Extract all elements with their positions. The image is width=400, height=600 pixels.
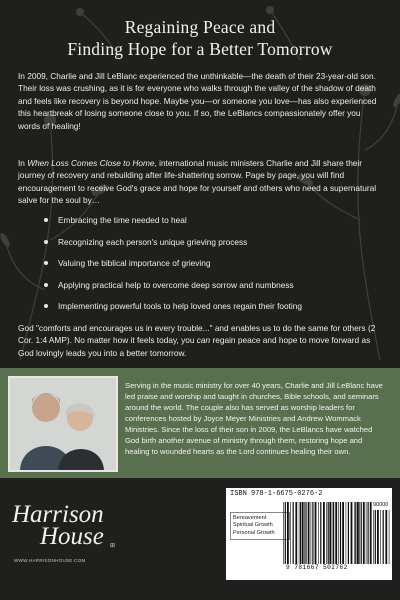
list-item: Embracing the time needed to heal xyxy=(58,215,378,237)
price-barcode-icon xyxy=(372,510,390,564)
intro-paragraph: In 2009, Charlie and Jill LeBlanc experienced the unthinkable—the death of their 23-year-old son. Their loss was crushing, as it is for everyone who walks through the valley of the shadow of death and feels like recovery is beyond hope. Maybe you—or someone you love—has also experienced this heartbreak of losing someone close to you. If so, the LeBlancs compassionately offer you words of healing! xyxy=(18,71,377,131)
list-item: Applying practical help to overcome deep sorrow and numbness xyxy=(58,280,378,302)
book-title: When Loss Comes Close to Home xyxy=(27,158,155,168)
closing-paragraph xyxy=(18,322,382,359)
publisher-line-1: Harrison xyxy=(12,501,104,528)
list-item: Valuing the biblical importance of grieving xyxy=(58,258,378,280)
description-rest: , international music ministers Charlie and Jill share their journey of recovery and rebuilding after life-shattering sorrow. Page by page, you will find encouragement to receive God's grace and hope for yourself and others who need a supernatural salve for the soul by… xyxy=(18,158,377,206)
title-line-1: Regaining Peace and xyxy=(124,17,276,37)
closing-emphasis: can xyxy=(196,335,211,346)
cover-title xyxy=(0,16,400,60)
book-description-paragraph xyxy=(18,157,382,207)
publisher-logo xyxy=(12,500,122,580)
benefits-list xyxy=(58,215,378,323)
barcode-box xyxy=(226,488,392,580)
barcode-icon xyxy=(282,502,372,564)
publisher-url: WWW.HARRISONHOUSE.COM xyxy=(14,558,86,563)
price-code: 90000 xyxy=(373,502,389,508)
closing-part-2: regain peace and hope to move forward as God lovingly leads you into a better tomorrow. xyxy=(18,335,371,358)
publisher-line-2: House xyxy=(40,523,104,550)
category-item: Personal Growth xyxy=(233,529,275,536)
barcode-number: 9 781667 502762 xyxy=(286,564,348,571)
title-line-2: Finding Hope for a Better Tomorrow xyxy=(67,39,333,59)
author-bio: Serving in the music ministry for over 40 years, Charlie and Jill LeBlanc have led praise and worship and taught in churches, Bible schools, and seminars around the world. The couple also has served as worship leaders for conferences hosted by Joyce Meyer Ministries and Andrew Wommack Ministries. Since the loss of their son in 2009, the LeBlancs have watched God birth another avenue of ministry through them, restoring hope and healing to wounded hearts as the Lord continues healing their own. xyxy=(125,381,383,456)
category-item: Bereavement xyxy=(233,515,267,521)
publisher-mark-icon: ⊞ xyxy=(110,543,116,549)
publisher-name xyxy=(12,501,104,550)
list-item: Implementing powerful tools to help loved ones regain their footing xyxy=(58,301,378,323)
author-photo-icon xyxy=(10,378,116,470)
list-item: Recognizing each person's unique grieving process xyxy=(58,237,378,259)
category-item: Spiritual Growth xyxy=(233,522,273,529)
description-lead: In xyxy=(18,158,28,168)
author-photo xyxy=(8,376,118,472)
closing-part-1: God "comforts and encourages us in every trouble..." and enables us to do the same for others (2 Cor. 1:4 AMP). No matter how it feels today, you xyxy=(18,323,376,346)
category-box xyxy=(230,512,290,540)
isbn-text: ISBN 978-1-6675-0276-2 xyxy=(230,490,323,498)
